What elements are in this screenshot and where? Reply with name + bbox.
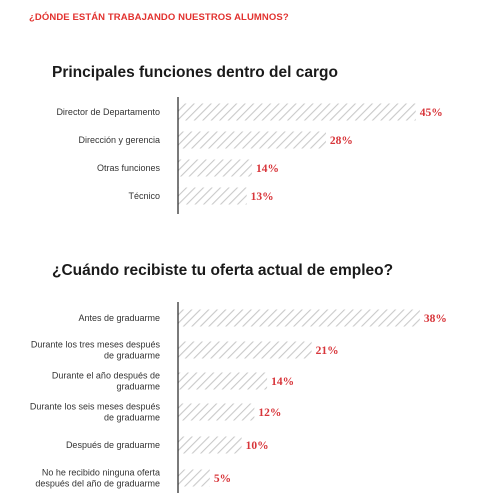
bar-oferta-5 <box>178 470 210 487</box>
category-label-funciones-2-0: Otras funciones <box>96 163 160 173</box>
category-label-oferta-4-0: Después de graduarme <box>65 440 160 450</box>
bar-funciones-3 <box>178 188 247 205</box>
category-label-oferta-5-0: No he recibido ninguna oferta <box>41 467 160 478</box>
bar-oferta-4 <box>178 437 242 454</box>
bar-funciones-1 <box>178 132 326 149</box>
value-label-oferta-5: 5% <box>213 473 232 485</box>
value-label-funciones-3: 13% <box>250 191 274 203</box>
category-label-funciones-1-0: Dirección y gerencia <box>78 135 160 145</box>
category-label-oferta-0-0: Antes de graduarme <box>78 313 160 323</box>
bar-funciones-2 <box>178 160 252 177</box>
bar-oferta-0 <box>178 310 420 327</box>
chart-title-funciones: Principales funciones dentro del cargo <box>52 64 338 81</box>
bar-oferta-1 <box>178 342 312 359</box>
value-label-oferta-3: 12% <box>258 407 282 419</box>
category-label-oferta-3-1: de graduarme <box>103 412 160 423</box>
bar-oferta-2 <box>178 373 267 390</box>
category-label-oferta-2-0: Durante el año después de <box>51 370 160 381</box>
category-label-oferta-1-1: de graduarme <box>103 350 160 361</box>
category-label-funciones-3-0: Técnico <box>128 191 160 201</box>
value-label-funciones-0: 45% <box>419 107 443 119</box>
category-label-oferta-1-0: Durante los tres meses después <box>30 339 160 350</box>
value-label-oferta-1: 21% <box>315 345 339 357</box>
category-label-oferta-2-1: graduarme <box>116 381 160 392</box>
bar-funciones-0 <box>178 104 416 121</box>
bar-oferta-3 <box>178 404 254 421</box>
category-label-oferta-5-1: después del año de graduarme <box>35 478 160 489</box>
value-label-funciones-1: 28% <box>329 135 353 147</box>
value-label-oferta-2: 14% <box>271 376 295 388</box>
chart-title-oferta: ¿Cuándo recibiste tu oferta actual de empleo? <box>52 262 394 279</box>
value-label-oferta-4: 10% <box>245 440 269 452</box>
value-label-oferta-0: 38% <box>423 313 447 325</box>
category-label-oferta-3-0: Durante los seis meses después <box>29 401 160 412</box>
section-kicker: ¿DÓNDE ESTÁN TRABAJANDO NUESTROS ALUMNOS? <box>29 12 289 23</box>
value-label-funciones-2: 14% <box>255 163 279 175</box>
category-label-funciones-0-0: Director de Departamento <box>56 107 160 117</box>
